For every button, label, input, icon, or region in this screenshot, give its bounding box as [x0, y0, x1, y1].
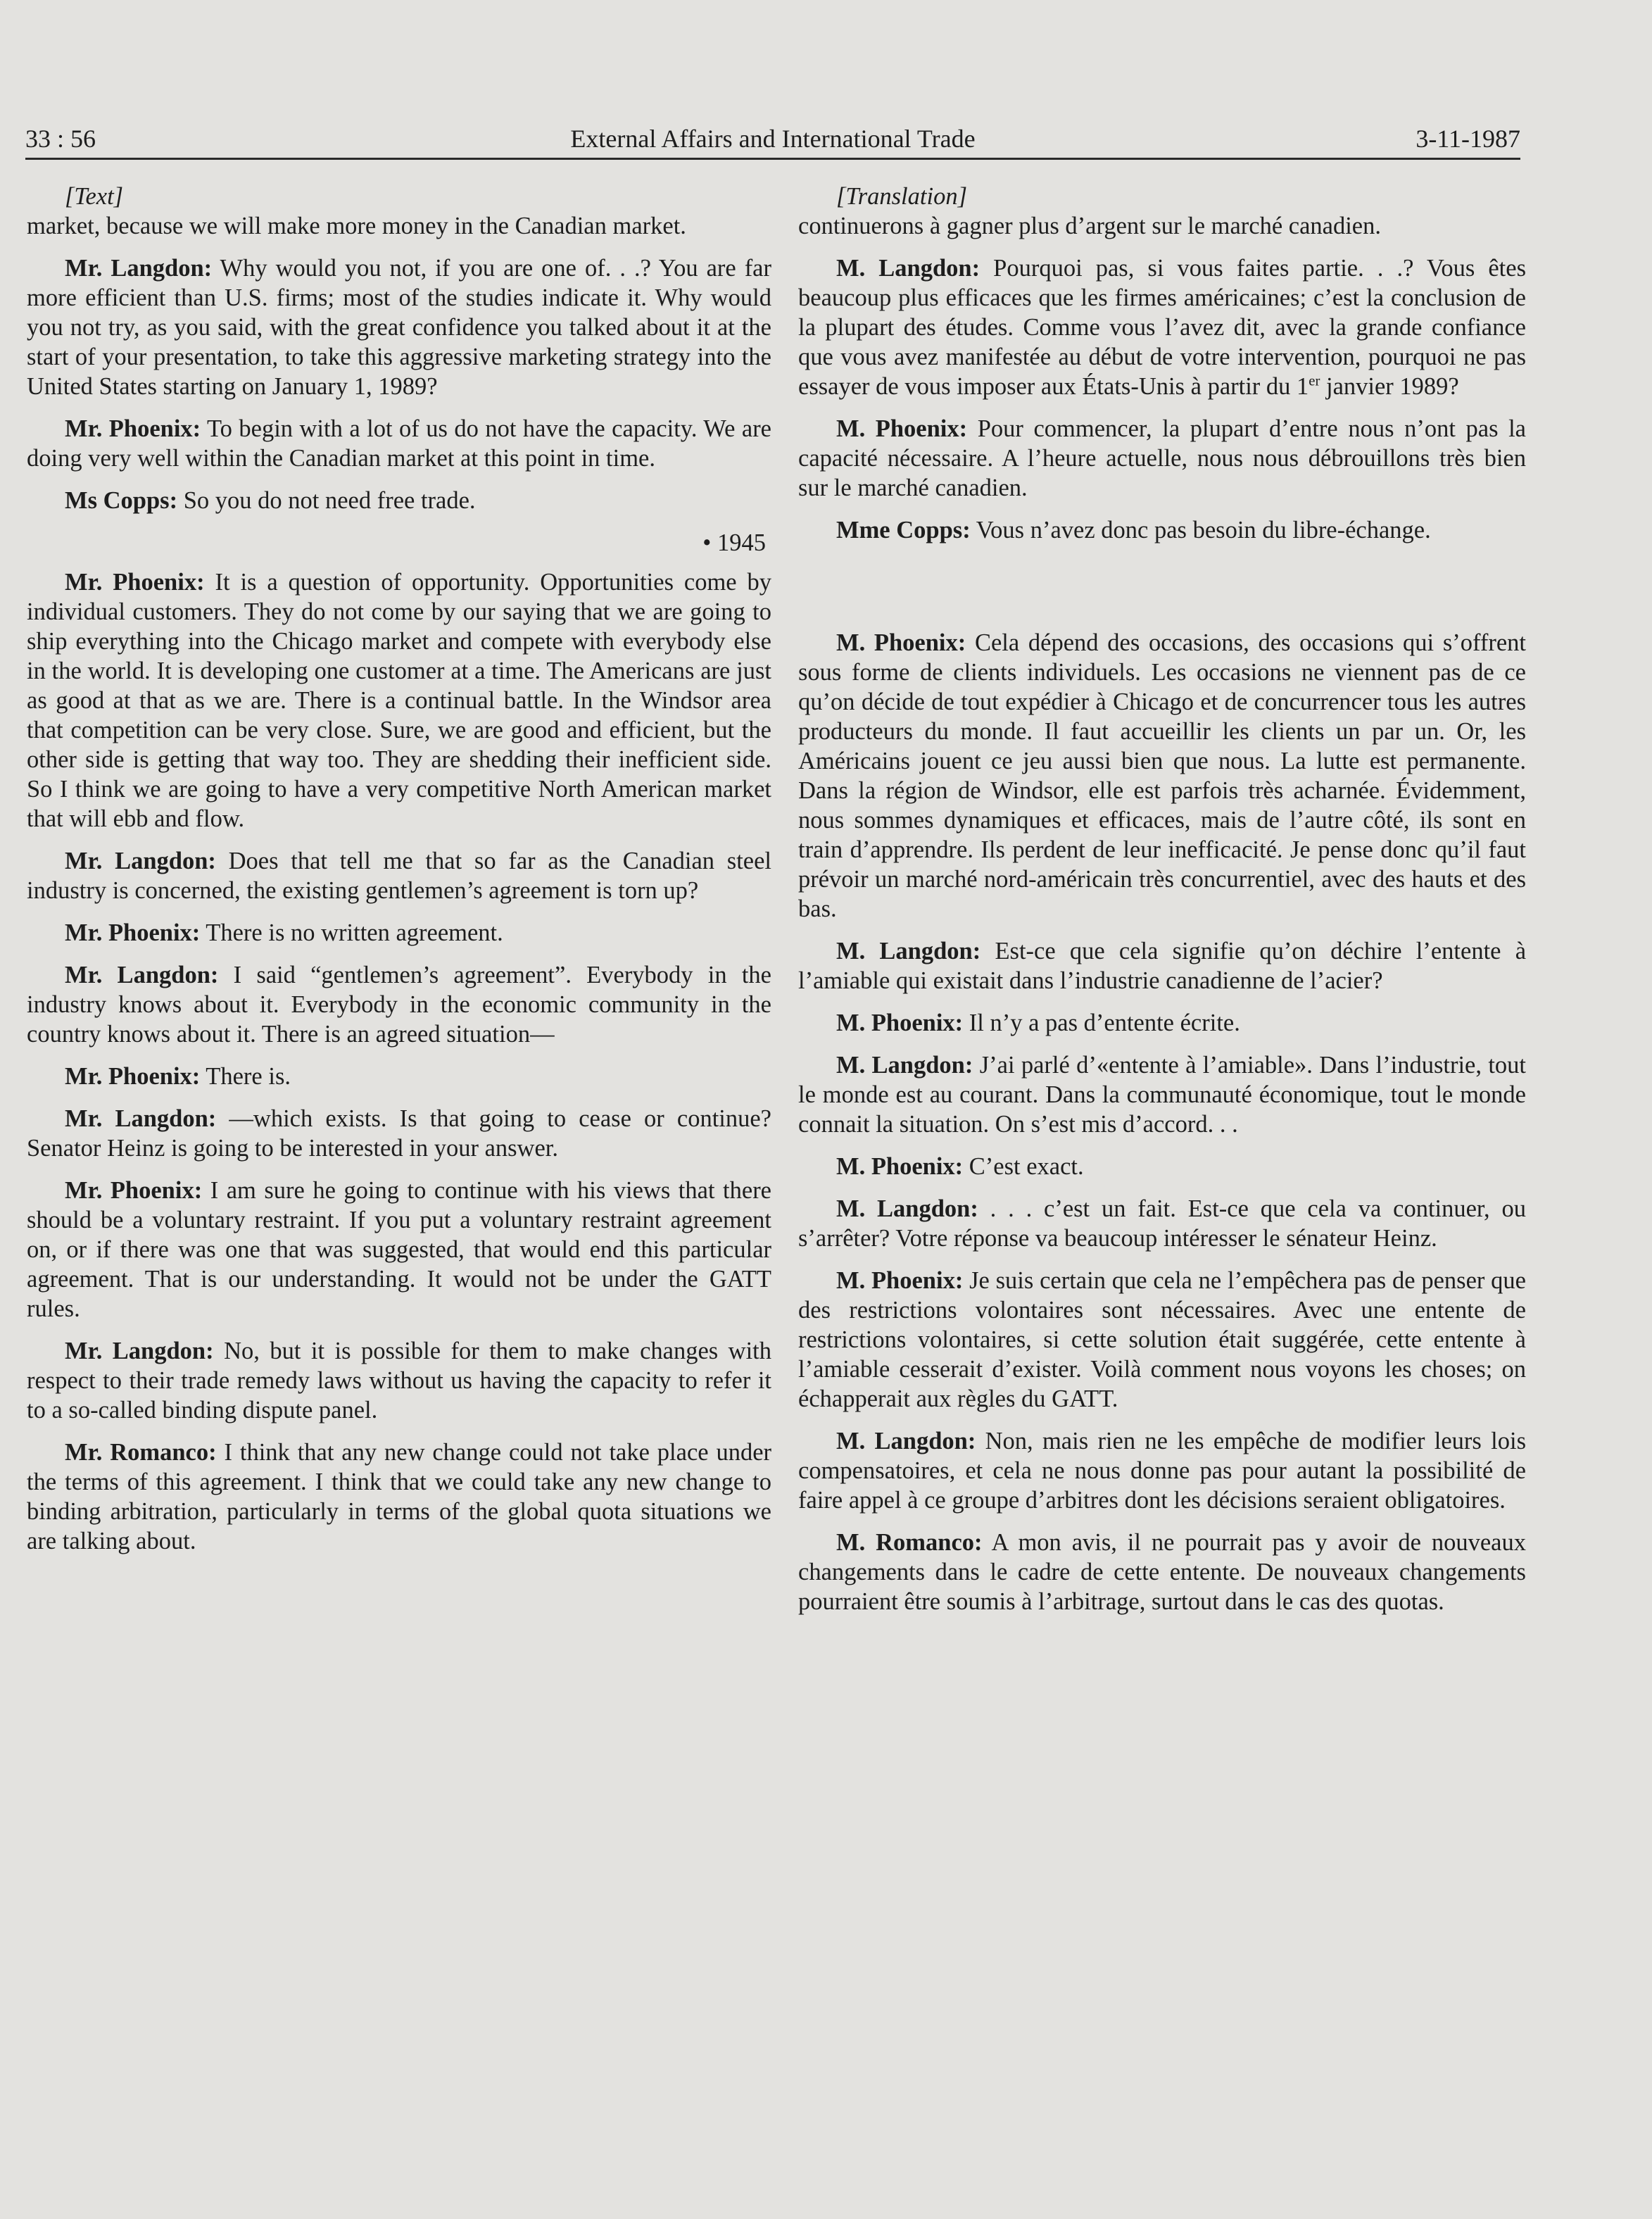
paragraph: [27, 960, 771, 1049]
paragraph: [27, 1438, 771, 1556]
paragraph: [27, 414, 771, 473]
ordinal-superscript: er: [1309, 373, 1320, 389]
page-header: [25, 121, 1520, 156]
speaker: M. Phoenix:: [836, 415, 968, 442]
paragraph: [798, 515, 1526, 545]
paragraph: [798, 1152, 1526, 1181]
time-stamp: • 1945: [702, 529, 766, 556]
speech: There is.: [200, 1063, 291, 1090]
speaker: M. Langdon:: [836, 1428, 976, 1454]
speech: Cela dépend des occasions, des occasions qui s’offrent sous forme de clients individuels. Les occasions ne viennent pas de ce qu’on décide de tout expédier à Chicago et de concurrencer tous les autres producteurs du monde. Il faut accueillir les clients un par un. Or, les Américains jouent ce jeu aussi bien que nous. La lutte est permanente. Dans la région de Windsor, elle est parfois très acharnée. Évidemment, nous sommes dynamiques et efficaces, mais de l’autre côté, ils sont en train d’apprendre. Ils perdent de leur inefficacité. Je pense donc qu’il faut prévoir un marché nord-américain très concurrentiel, avec des hauts et des bas.: [798, 629, 1526, 922]
speaker: M. Langdon:: [836, 255, 981, 282]
header-rule: [25, 158, 1520, 160]
paragraph: [798, 253, 1526, 401]
speaker: Mr. Langdon:: [65, 848, 216, 874]
paragraph: [27, 567, 771, 834]
speaker: Mr. Langdon:: [65, 962, 219, 988]
paragraph: [798, 1194, 1526, 1253]
page-date: 3-11-1987: [1415, 125, 1520, 153]
paragraph: [27, 1104, 771, 1163]
translation-marker: [Translation]: [836, 183, 967, 210]
speech: C’est exact.: [963, 1153, 1084, 1180]
paragraph: market, because we will make more money in the Canadian market.: [27, 213, 686, 239]
speech: There is no written agreement.: [200, 919, 503, 946]
spacer: [798, 558, 1526, 628]
speaker: Mr. Phoenix:: [65, 415, 201, 442]
speech: A mon avis, il ne pourrait pas y avoir de nouveaux changements dans le cadre de cette entente. De nouveaux changements pourraient être soumis à l’arbitrage, surtout dans le cas des quotas.: [798, 1529, 1526, 1615]
speech: janvier 1989?: [1320, 373, 1459, 400]
speech: Pourquoi pas, si vous faites partie. . .? Vous êtes beaucoup plus efficaces que les firmes américaines; c’est la conclusion de la plupart des études. Comme vous l’avez dit, avec la grande confiance que vous avez manifestée au début de votre intervention, pourquoi ne pas essayer de vous imposer aux États-Unis à partir du 1: [798, 255, 1526, 400]
speaker: Mr. Romanco:: [65, 1439, 217, 1466]
english-column: [27, 182, 771, 1569]
paragraph: [27, 918, 771, 948]
text-marker: [Text]: [65, 183, 124, 210]
speech: J’ai parlé d’«entente à l’amiable». Dans l’industrie, tout le monde est au courant. Dans la communauté économique, tout le monde connait la situation. On s’est mis d’accord. . .: [798, 1052, 1527, 1138]
speech: . . . c’est un fait. Est-ce que cela va continuer, ou s’arrêter? Votre réponse va beaucoup intéresser le sénateur Heinz.: [798, 1195, 1526, 1252]
paragraph: [27, 1062, 771, 1091]
speaker: M. Phoenix:: [836, 629, 966, 656]
speech: —which exists. Is that going to cease or continue? Senator Heinz is going to be interested in your answer.: [27, 1105, 771, 1162]
speech: I am sure he going to continue with his views that there should be a voluntary restraint. If you put a voluntary restraint agreement on, or if there was one that was suggested, that would end this particular agreement. That is our understanding. It would not be under the GATT rules.: [27, 1177, 771, 1322]
speaker: Ms Copps:: [65, 487, 178, 514]
speaker: M. Phoenix:: [836, 1267, 964, 1294]
paragraph: [27, 486, 771, 515]
speaker: Mr. Phoenix:: [65, 919, 201, 946]
speech: To begin with a lot of us do not have the capacity. We are doing very well within the Canadian market at this point in time.: [27, 415, 771, 472]
speaker: M. Langdon:: [836, 938, 981, 964]
speech: Non, mais rien ne les empêche de modifier leurs lois compensatoires, et cela ne nous donne pas pour autant la possibilité de faire appel à ce groupe d’arbitres dont les décisions seraient obligatoires.: [798, 1428, 1526, 1514]
speech: Il n’y a pas d’entente écrite.: [963, 1010, 1240, 1036]
page-title: External Affairs and International Trade: [570, 125, 976, 153]
speaker: M. Langdon:: [836, 1195, 978, 1222]
speech: Est-ce que cela signifie qu’on déchire l’entente à l’amiable qui existait dans l’industrie canadienne de l’acier?: [798, 938, 1527, 994]
speech: So you do not need free trade.: [177, 487, 476, 514]
paragraph: [27, 846, 771, 905]
speech: I said “gentlemen’s agreement”. Everybody in the industry knows about it. Everybody in the economic community in the country knows about it. There is an agreed situation—: [27, 962, 771, 1048]
paragraph: [798, 1266, 1526, 1414]
paragraph: [798, 936, 1526, 995]
speech: I think that any new change could not take place under the terms of this agreement. I think that we could take any new change to binding arbitration, particularly in terms of the global quota situations we are talking about.: [27, 1439, 772, 1554]
paragraph: [798, 628, 1526, 924]
speaker: Mr. Langdon:: [65, 1105, 217, 1132]
speaker: M. Phoenix:: [836, 1153, 964, 1180]
speaker: Mr. Phoenix:: [65, 1177, 203, 1204]
speech: Does that tell me that so far as the Canadian steel industry is concerned, the existing gentlemen’s agreement is torn up?: [27, 848, 771, 904]
paragraph: [27, 1336, 771, 1425]
speech: Je suis certain que cela ne l’empêchera pas de penser que des restrictions volontaires sont nécessaires. Avec une entente de restrictions volontaires, si cette solution était suggérée, cette entente à l’amiable cesserait d’exister. Voilà comment nous voyons les choses; on échapperait aux règles du GATT.: [798, 1267, 1526, 1412]
speech: Pour commencer, la plupart d’entre nous n’ont pas la capacité nécessaire. A l’heure actuelle, nous nous débrouillons très bien sur le marché canadien.: [798, 415, 1526, 501]
speaker: M. Phoenix:: [836, 1010, 964, 1036]
paragraph: [798, 1008, 1526, 1038]
paragraph: continuerons à gagner plus d’argent sur le marché canadien.: [798, 213, 1381, 239]
paragraph: [27, 1176, 771, 1324]
speaker: Mme Copps:: [836, 517, 971, 543]
paragraph: [798, 1426, 1526, 1515]
speech: No, but it is possible for them to make changes with respect to their trade remedy laws without us having the capacity to refer it to a so-called binding dispute panel.: [27, 1338, 771, 1423]
speech: Vous n’avez donc pas besoin du libre-échange.: [970, 517, 1431, 543]
speaker: Mr. Phoenix:: [65, 1063, 201, 1090]
speaker: M. Romanco:: [836, 1529, 983, 1556]
speaker: Mr. Phoenix:: [65, 569, 205, 596]
speaker: Mr. Langdon:: [65, 255, 213, 282]
french-column: [798, 182, 1526, 1629]
paragraph: [27, 253, 771, 401]
speaker: M. Langdon:: [836, 1052, 973, 1079]
paragraph: [798, 1050, 1526, 1139]
paragraph: [798, 414, 1526, 503]
page-number: 33 : 56: [25, 125, 96, 153]
speech: It is a question of opportunity. Opportunities come by individual customers. They do not come by our saying that we are going to ship everything into the Chicago market and compete with everybody else in the world. It is developing one customer at a time. The Americans are just as good at that as we are. There is a continual battle. In the Windsor area that competition can be very close. Sure, we are good and efficient, but the other side is getting that way too. They are shedding their inefficient side. So I think we are going to have a very competitive North American market that will ebb and flow.: [27, 569, 772, 832]
paragraph: [798, 1528, 1526, 1616]
speech: Why would you not, if you are one of. . .? You are far more efficient than U.S. firms; most of the studies indicate it. Why would you not try, as you said, with the great confidence you talked about it at the start of your presentation, to take this aggressive marketing strategy into the United States starting on January 1, 1989?: [27, 255, 771, 400]
speaker: Mr. Langdon:: [65, 1338, 214, 1364]
